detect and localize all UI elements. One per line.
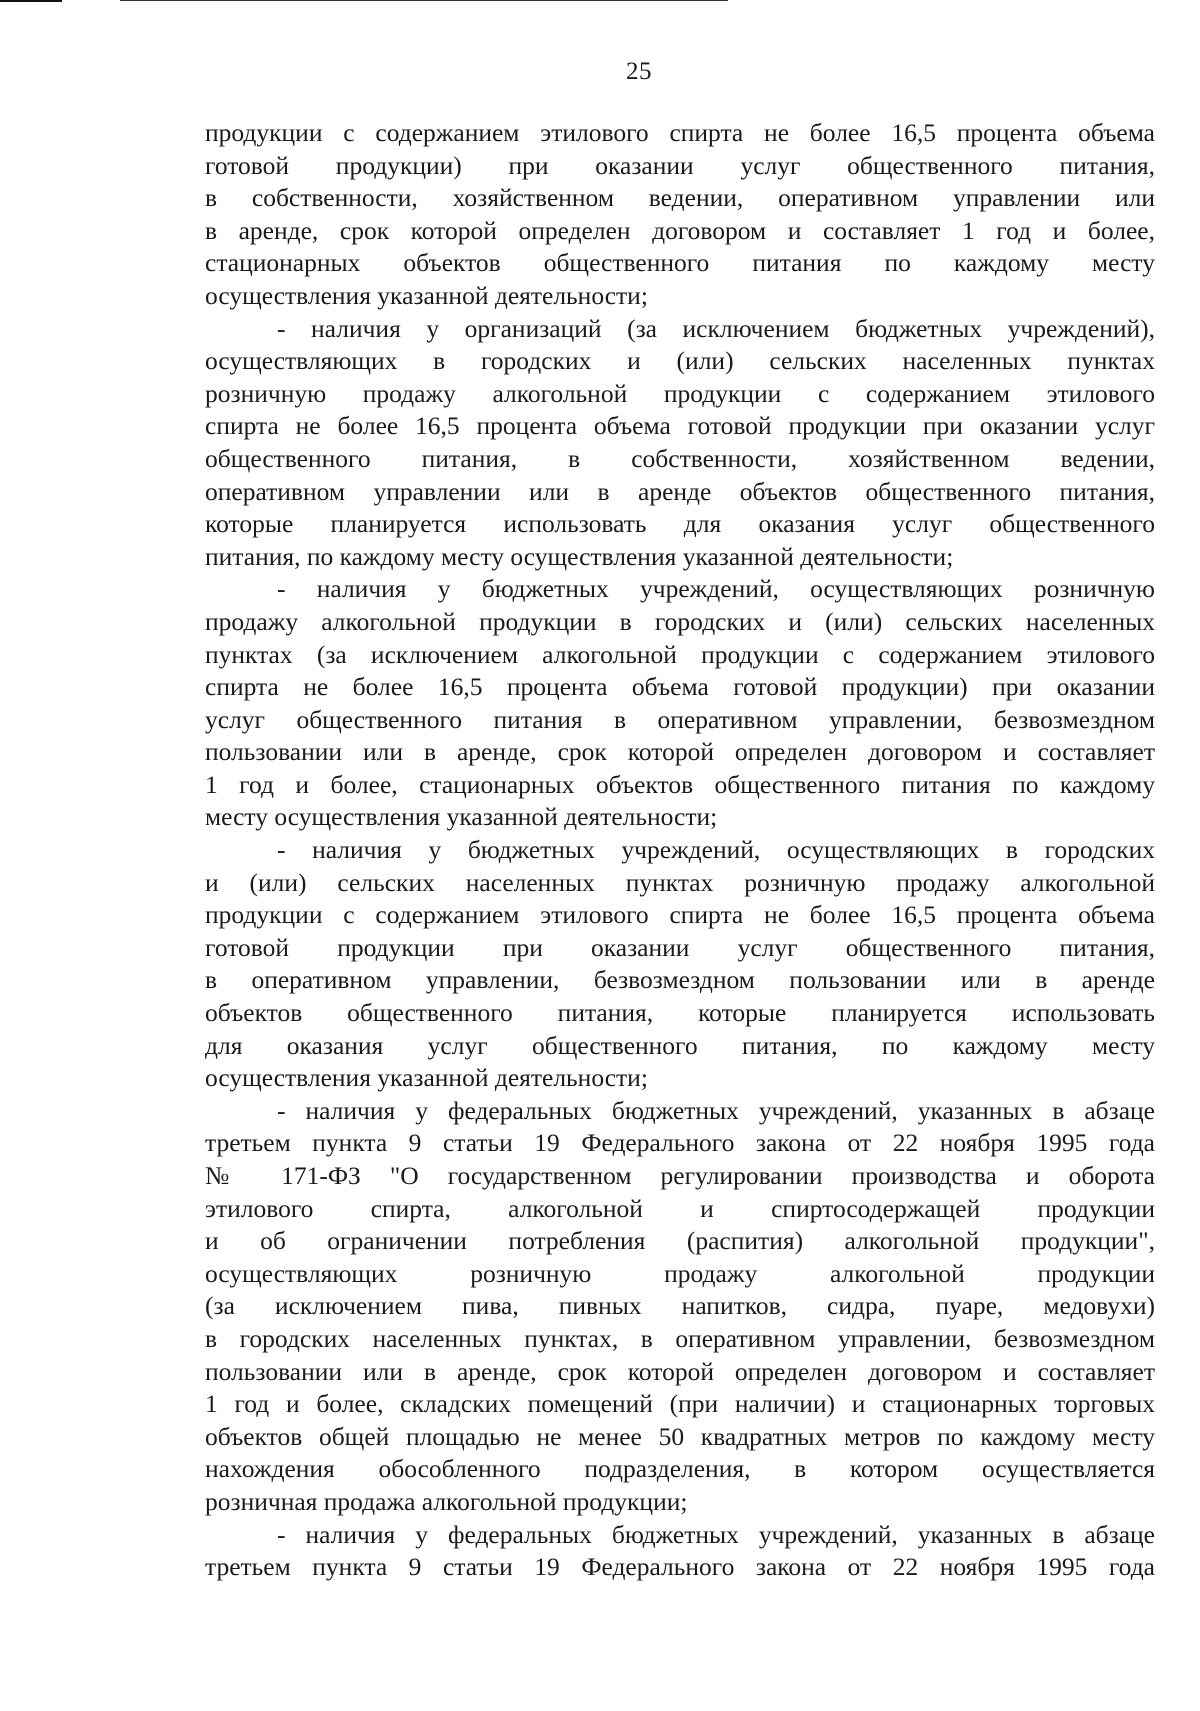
scan-edge-mark <box>0 0 62 2</box>
text-line: осуществления указанной деятельности; <box>205 280 648 310</box>
text-line: объектов общей площадью не менее 50 квадратных метров по каждому месту <box>205 1421 1155 1451</box>
text-line: - наличия у федеральных бюджетных учреждений, указанных в абзаце <box>277 1095 1155 1125</box>
scan-top-rule <box>120 0 728 1</box>
text-line: которые планируется использовать для оказания услуг общественного <box>205 509 1155 539</box>
text-line: третьем пункта 9 статьи 19 Федерального закона от 22 ноября 1995 года <box>205 1128 1155 1158</box>
text-line: - наличия у организаций (за исключением бюджетных учреждений), <box>277 313 1155 343</box>
text-line: розничную продажу алкогольной продукции с содержанием этилового <box>205 378 1155 408</box>
text-line: пользовании или в аренде, срок которой определен договором и составляет <box>205 737 1155 767</box>
text-line: (за исключением пива, пивных напитков, сидра, пуаре, медовухи) <box>205 1291 1155 1321</box>
text-line: в городских населенных пунктах, в оперативном управлении, безвозмездном <box>205 1323 1155 1353</box>
text-line: этилового спирта, алкогольной и спиртосодержащей продукции <box>205 1193 1155 1223</box>
text-line: и (или) сельских населенных пунктах розничную продажу алкогольной <box>205 867 1155 897</box>
text-line: - наличия у федеральных бюджетных учреждений, указанных в абзаце <box>277 1519 1155 1549</box>
text-line: розничная продажа алкогольной продукции; <box>205 1486 688 1516</box>
text-line: в собственности, хозяйственном ведении, оперативном управлении или <box>205 183 1155 213</box>
text-line: осуществляющих в городских и (или) сельских населенных пунктах <box>205 346 1155 376</box>
text-line: осуществляющих розничную продажу алкогольной продукции <box>205 1258 1155 1288</box>
text-line: питания, по каждому месту осуществления указанной деятельности; <box>205 541 954 571</box>
text-line: в оперативном управлении, безвозмездном пользовании или в аренде <box>205 965 1155 995</box>
text-line: - наличия у бюджетных учреждений, осуществляющих в городских <box>277 835 1155 865</box>
text-line: пунктах (за исключением алкогольной продукции с содержанием этилового <box>205 639 1155 669</box>
text-line: спирта не более 16,5 процента объема готовой продукции при оказании услуг <box>205 411 1155 441</box>
text-line: оперативном управлении или в аренде объектов общественного питания, <box>205 476 1155 506</box>
text-line: пользовании или в аренде, срок которой определен договором и составляет <box>205 1356 1155 1386</box>
text-line: месту осуществления указанной деятельности; <box>205 802 718 832</box>
text-line: продукции с содержанием этилового спирта не более 16,5 процента объема <box>205 118 1155 147</box>
text-line: для оказания услуг общественного питания, по каждому месту <box>205 1030 1155 1060</box>
text-line: объектов общественного питания, которые планируется использовать <box>205 998 1155 1028</box>
text-line: № 171-ФЗ "О государственном регулировании производства и оборота <box>205 1161 1155 1190</box>
text-line: общественного питания, в собственности, хозяйственном ведении, <box>205 443 1155 473</box>
text-line: осуществления указанной деятельности; <box>205 1063 648 1093</box>
text-line: в аренде, срок которой определен договором и составляет 1 год и более, <box>205 215 1155 245</box>
text-line: готовой продукции при оказании услуг общественного питания, <box>205 932 1155 962</box>
text-line: нахождения обособленного подразделения, в котором осуществляется <box>205 1454 1155 1484</box>
text-line: готовой продукции) при оказании услуг общественного питания, <box>205 150 1155 180</box>
text-line: третьем пункта 9 статьи 19 Федерального закона от 22 ноября 1995 года <box>205 1552 1155 1582</box>
document-body <box>205 117 1155 1584</box>
text-line: продукции с содержанием этилового спирта не более 16,5 процента объема <box>205 900 1155 930</box>
page-number: 25 <box>626 58 652 85</box>
text-line: продажу алкогольной продукции в городских и (или) сельских населенных <box>205 606 1155 636</box>
text-line: 1 год и более, складских помещений (при наличии) и стационарных торговых <box>205 1389 1155 1419</box>
text-line: стационарных объектов общественного питания по каждому месту <box>205 248 1155 278</box>
text-line: услуг общественного питания в оперативном управлении, безвозмездном <box>205 704 1155 734</box>
text-line: 1 год и более, стационарных объектов общественного питания по каждому <box>205 769 1155 799</box>
text-line: спирта не более 16,5 процента объема готовой продукции) при оказании <box>205 672 1155 702</box>
text-line: - наличия у бюджетных учреждений, осуществляющих розничную <box>277 574 1155 604</box>
text-line: и об ограничении потребления (распития) алкогольной продукции", <box>205 1226 1155 1256</box>
